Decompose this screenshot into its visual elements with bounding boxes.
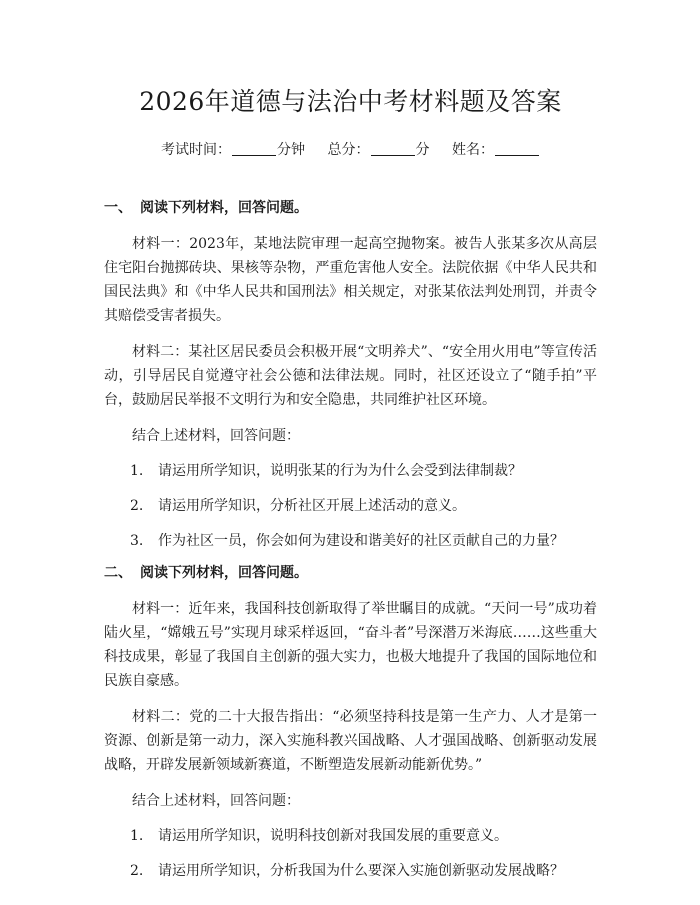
material-paragraph: 材料二：党的二十大报告指出：“必须坚持科技是第一生产力、人才是第一资源、创新是第一动力，深入实施科教兴国战略、人才强国战略、创新驱动发展战略，开辟发展新领域新赛道，不断塑造发展新动能新优势。” <box>104 709 597 773</box>
question-text: 请运用所学知识，说明科技创新对我国发展的重要意义。 <box>158 828 508 844</box>
exam-time-unit: 分钟 <box>277 142 306 158</box>
section-1 <box>104 196 597 553</box>
material-paragraph: 材料一：2023年，某地法院审理一起高空抛物案。被告人张某多次从高层住宅阳台抛掷砖块、果核等杂物，严重危害他人安全。法院依据《中华人民共和国民法典》和《中华人民共和国刑法》相关规定，对张某依法判处刑罚，并责令其赔偿受害者损失。 <box>104 236 597 324</box>
question-number: 1. <box>130 828 144 844</box>
exam-time-field <box>161 140 305 160</box>
section-heading <box>104 196 597 220</box>
section-number: 一、 <box>104 200 132 216</box>
question-item <box>104 529 597 553</box>
name-label: 姓名： <box>451 142 494 158</box>
name-blank <box>495 141 539 156</box>
question-text: 请运用所学知识，分析社区开展上述活动的意义。 <box>158 498 466 514</box>
question-number: 1. <box>130 463 144 479</box>
total-score-label: 总分： <box>327 142 370 158</box>
question-text: 作为社区一员，你会如何为建设和谐美好的社区贡献自己的力量？ <box>158 533 564 549</box>
question-item <box>104 494 597 518</box>
exam-time-label: 考试时间： <box>161 142 232 158</box>
name-field <box>452 140 540 160</box>
section-number: 二、 <box>104 565 132 581</box>
question-prompt: 结合上述材料，回答问题： <box>132 793 300 809</box>
section-2 <box>104 561 597 883</box>
question-text: 请运用所学知识，分析我国为什么要深入实施创新驱动发展战略？ <box>158 863 564 879</box>
material-paragraph: 材料二：某社区居民委员会积极开展“文明养犬”、“安全用火用电”等宣传活动，引导居民自觉遵守社会公德和法律法规。同时，社区还设立了“随手拍”平台，鼓励居民举报不文明行为和安全隐患，共同维护社区环境。 <box>104 344 597 408</box>
question-item <box>104 824 597 848</box>
section-heading <box>104 561 597 585</box>
question-item <box>104 859 597 883</box>
material-paragraph: 材料一：近年来，我国科技创新取得了举世瞩目的成就。“天问一号”成功着陆火星，“嫦娥五号”实现月球采样返回，“奋斗者”号深潜万米海底……这些重大科技成果，彰显了我国自主创新的强大实力，也极大地提升了我国的国际地位和民族自豪感。 <box>104 601 597 689</box>
total-score-blank <box>371 141 415 156</box>
question-text: 请运用所学知识，说明张某的行为为什么会受到法律制裁？ <box>158 463 522 479</box>
section-heading-text: 阅读下列材料，回答问题。 <box>140 565 308 581</box>
question-number: 3. <box>130 533 144 549</box>
question-number: 2. <box>130 863 144 879</box>
total-score-field <box>328 140 430 160</box>
section-heading-text: 阅读下列材料，回答问题。 <box>140 200 308 216</box>
question-prompt: 结合上述材料，回答问题： <box>132 428 300 444</box>
document-title: 2026年道德与法治中考材料题及答案 <box>139 87 562 116</box>
exam-time-blank <box>232 141 276 156</box>
question-item <box>104 459 597 483</box>
question-number: 2. <box>130 498 144 514</box>
exam-info-line <box>104 140 597 160</box>
total-score-unit: 分 <box>415 142 430 158</box>
